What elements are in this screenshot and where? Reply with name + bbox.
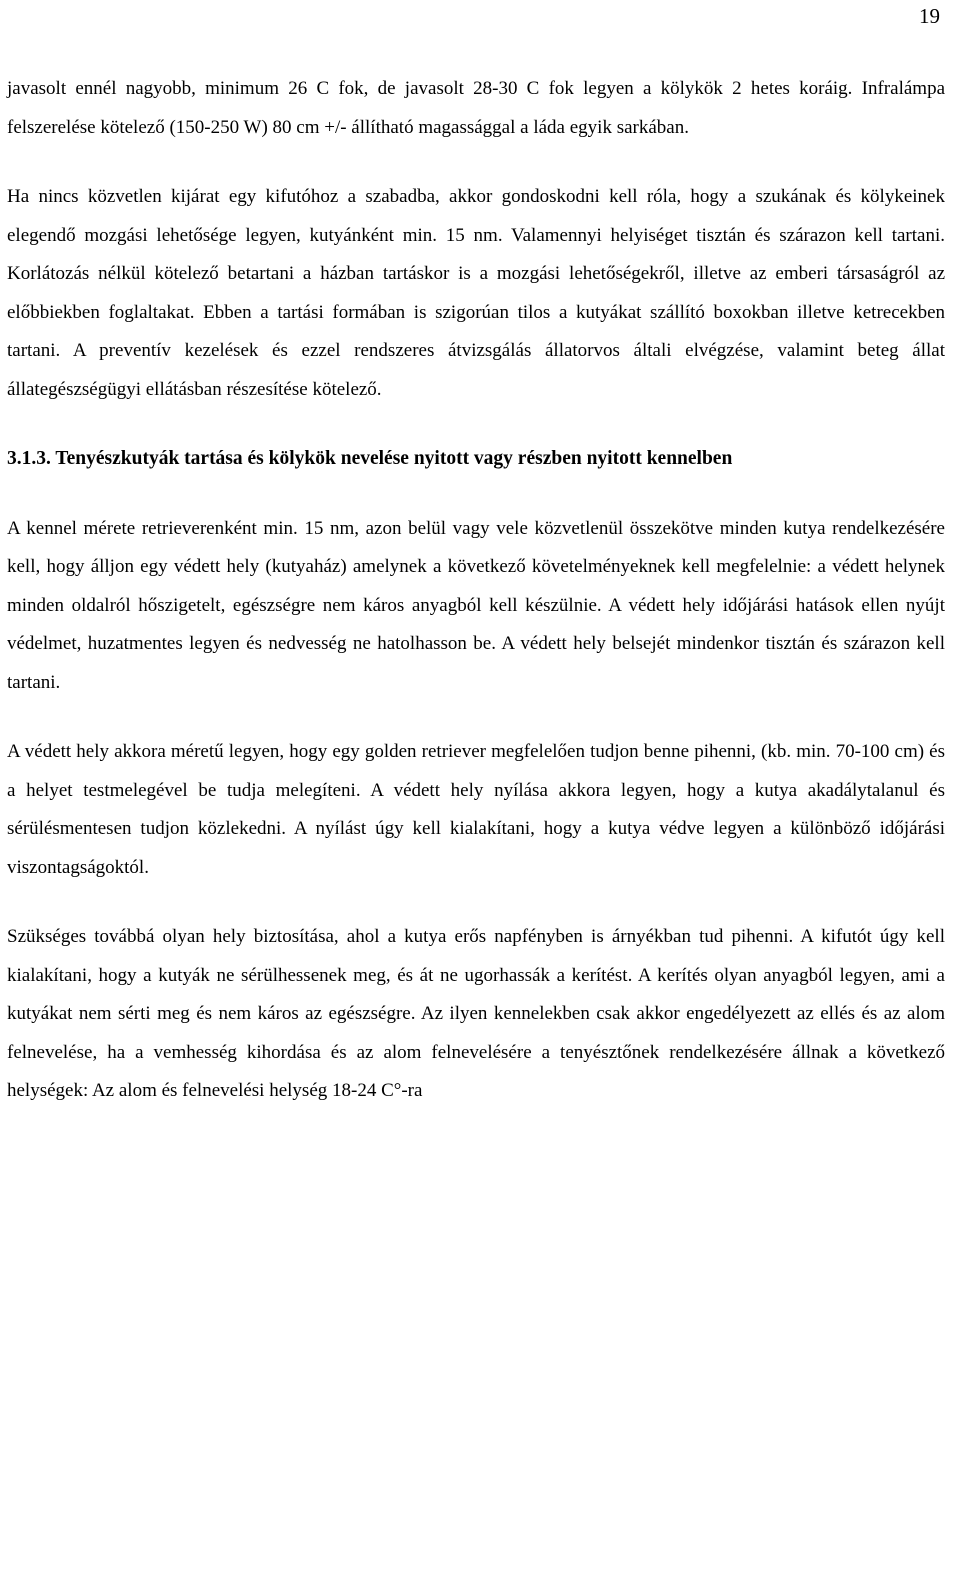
paragraph-shelter-size: A védett hely akkora méretű legyen, hogy egy golden retriever megfelelően tudjon benne pihenni, (kb. min. 70-100 cm) és a helyet testmelegével be tudja melegíteni. A védett hely nyílása akkora legyen, hogy a kutya akadálytalanul és sérülésmentesen tudjon közlekedni. A nyílást úgy kell kialakítani, hogy a kutya védve legyen a különböző időjárási viszontagságoktól. [7, 741, 945, 878]
page-content [7, 70, 945, 1111]
section-heading: 3.1.3. Tenyészkutyák tartása és kölykök nevelése nyitott vagy részben nyitott kennelben [7, 448, 733, 469]
paragraph-indoor-housing: Ha nincs közvetlen kijárat egy kifutóhoz a szabadba, akkor gondoskodni kell róla, hogy a szukának és kölykeinek elegendő mozgási lehetősége legyen, kutyánként min. 15 nm. Valamennyi helyiséget tisztán és szárazon kell tartani. Korlátozás nélkül kötelező betartani a házban tartáskor is a mozgási lehetőségekről, illetve az emberi társaságról az előbbiekben foglaltakat. Ebben a tartási formában is szigorúan tilos a kutyákat szállító boxokban illetve ketrecekben tartani. A preventív kezelések és ezzel rendszeres átvizsgálás állatorvos általi elvégzése, valamint beteg állat állategészségügyi ellátásban részesítése kötelező. [7, 186, 945, 400]
paragraph-incubation-temperature: javasolt ennél nagyobb, minimum 26 C fok, de javasolt 28-30 C fok legyen a kölykök 2 hetes koráig. Infralámpa felszerelése kötelező (150-250 W) 80 cm +/- állítható magassággal a láda egyik sarkában. [7, 78, 945, 138]
page-number: 19 [919, 4, 940, 28]
paragraph-shade-and-fence: Szükséges továbbá olyan hely biztosítása, ahol a kutya erős napfényben is árnyékban tud pihenni. A kifutót úgy kell kialakítani, hogy a kutyák ne sérülhessenek meg, és át ne ugorhassák a kerítést. A kerítés olyan anyagból legyen, ami a kutyákat nem sérti meg és nem káros az egészségre. Az ilyen kennelekben csak akkor engedélyezett az ellés és az alom felnevelése, ha a vemhesség kihordása és az alom felnevelésére a tenyésztőnek rendelkezésére állnak a következő helységek: Az alom és felnevelési helység 18-24 C°-ra [7, 926, 945, 1101]
paragraph-kennel-size: A kennel mérete retrieverenként min. 15 nm, azon belül vagy vele közvetlenül összekötve minden kutya rendelkezésére kell, hogy álljon egy védett hely (kutyaház) amelynek a következő követelményeknek kell megfelelnie: a védett helynek minden oldalról hőszigetelt, egészségre nem káros anyagból kell készülnie. A védett hely időjárási hatások ellen nyújt védelmet, huzatmentes legyen és nedvesség ne hatolhasson be. A védett hely belsejét mindenkor tisztán és szárazon kell tartani. [7, 517, 945, 693]
